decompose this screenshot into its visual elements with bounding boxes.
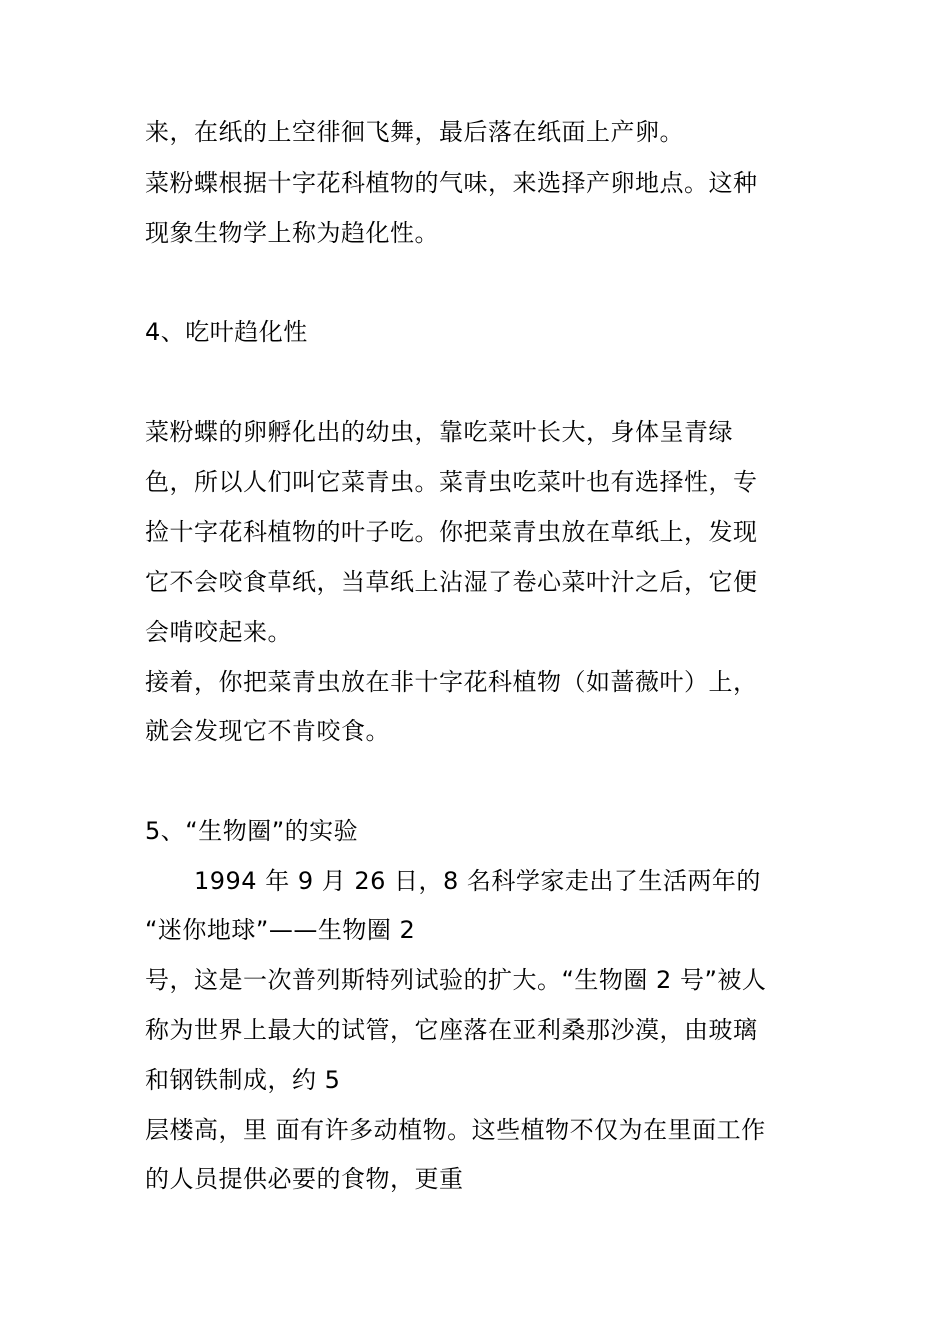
text-line: 接着，你把菜青虫放在非十字花科植物（如蔷薇叶）上， [145, 668, 758, 696]
text-line: 捡十字花科植物的叶子吃。你把菜青虫放在草纸上，发现 [145, 518, 758, 546]
text-line: 现象生物学上称为趋化性。 [145, 219, 439, 247]
text-line: 会啃咬起来。 [145, 618, 292, 646]
text-line: 就会发现它不肯咬食。 [145, 717, 390, 745]
text-line: 色，所以人们叫它菜青虫。菜青虫吃菜叶也有选择性，专 [145, 468, 758, 496]
text-line: 的人员提供必要的食物，更重 [145, 1165, 464, 1193]
text-line: 层楼高，里 面有许多动植物。这些植物不仅为在里面工作 [145, 1116, 766, 1144]
text-line: 号，这是一次普列斯特列试验的扩大。“生物圈 2 号”被人 [145, 966, 767, 994]
text-line: 菜粉蝶的卵孵化出的幼虫，靠吃菜叶长大，身体呈青绿 [145, 418, 733, 446]
text-line: 它不会咬食草纸，当草纸上沾湿了卷心菜叶汁之后，它便 [145, 568, 758, 596]
section-heading: 4、吃叶趋化性 [145, 318, 308, 346]
text-line: 和钢铁制成，约 5 [145, 1066, 341, 1094]
text-line: “迷你地球”——生物圈 2 [145, 916, 416, 944]
text-line: 菜粉蝶根据十字花科植物的气味，来选择产卵地点。这种 [145, 169, 758, 197]
text-line: 称为世界上最大的试管，它座落在亚利桑那沙漠，由玻璃 [145, 1016, 758, 1044]
text-line: 1994 年 9 月 26 日，8 名科学家走出了生活两年的 [194, 867, 761, 895]
section-heading: 5、“生物圈”的实验 [145, 817, 359, 845]
text-line: 来，在纸的上空徘徊飞舞，最后落在纸面上产卵。 [145, 118, 684, 146]
